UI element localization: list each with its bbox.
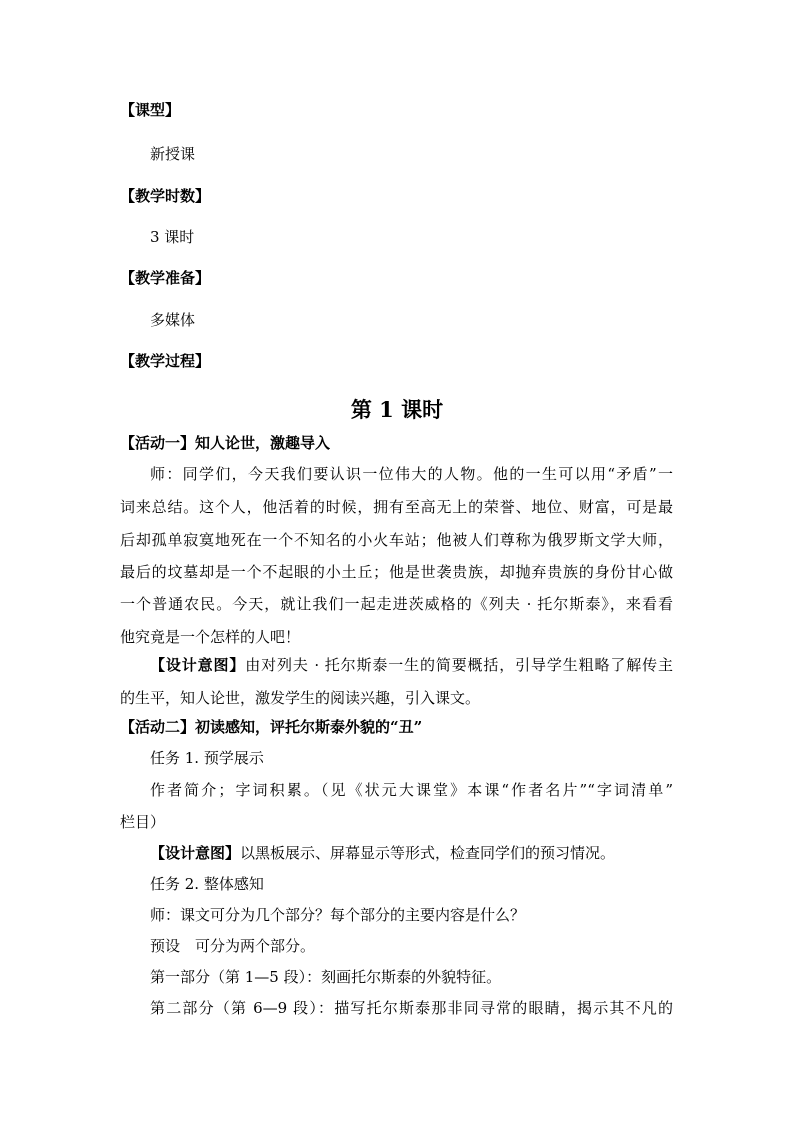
activity2-design-line	[150, 843, 710, 863]
part1-description: 第一部分（第 1—5 段）：刻画托尔斯泰的外貌特征。	[150, 968, 502, 986]
teaching-process-heading: 【教学过程】	[120, 352, 211, 370]
activity1-para-line: 师：同学们，今天我们要认识一位伟大的人物。他的一生可以用“矛盾”一	[150, 465, 673, 483]
activity1-para-line: 一个普通农民。今天，就让我们一起走进茨威格的《列夫 · 托尔斯泰》，来看看	[120, 595, 673, 613]
course-type-heading: 【课型】	[120, 101, 181, 119]
task1-line: 作者简介；字词积累。（见《状元大课堂》本课“作者名片”“字词清单”	[150, 781, 673, 799]
design-intent-label: 【设计意图】	[150, 844, 241, 862]
activity1-heading: 【活动一】知人论世，激趣导入	[120, 434, 331, 452]
teaching-prep-value: 多媒体	[150, 311, 196, 329]
lesson-title: 第 1 课时	[350, 397, 444, 422]
preset-answer: 预设 可分为两个部分。	[150, 937, 316, 955]
activity1-para-line: 后却孤单寂寞地死在一个不知名的小火车站；他被人们尊称为俄罗斯文学大师，	[120, 531, 673, 549]
design-intent-label: 【设计意图】	[150, 656, 246, 674]
activity2-heading: 【活动二】初读感知，评托尔斯泰外貌的“丑”	[120, 718, 423, 736]
teaching-hours-heading: 【教学时数】	[120, 187, 211, 205]
task1-line: 栏目）	[120, 813, 166, 831]
course-type-value: 新授课	[150, 145, 196, 163]
teaching-prep-heading: 【教学准备】	[120, 269, 211, 287]
teacher-question: 师：课文可分为几个部分？每个部分的主要内容是什么？	[150, 906, 526, 924]
design-intent-text: 以黑板展示、屏幕显示等形式，检查同学们的预习情况。	[240, 844, 616, 862]
task2-label: 任务 2. 整体感知	[150, 875, 264, 893]
activity1-para-line: 最后的坟墓却是一个不起眼的小土丘；他是世袭贵族，却抛弃贵族的身份甘心做	[120, 563, 673, 581]
part2-description: 第二部分（第 6—9 段）：描写托尔斯泰那非同寻常的眼睛，揭示其不凡的	[150, 999, 673, 1017]
task1-label: 任务 1. 预学展示	[150, 749, 264, 767]
activity1-para-line: 他究竟是一个怎样的人吧！	[120, 628, 301, 646]
design-intent-text: 由对列夫 · 托尔斯泰一生的简要概括，引导学生粗略了解传主	[245, 656, 673, 674]
activity1-design-line: 的生平，知人论世，激发学生的阅读兴趣，引入课文。	[120, 689, 481, 707]
activity1-design-line	[150, 655, 673, 675]
activity1-para-line: 词来总结。这个人，他活着的时候，拥有至高无上的荣誉、地位、财富，可是最	[120, 498, 673, 516]
teaching-hours-value: 3 课时	[150, 228, 195, 246]
